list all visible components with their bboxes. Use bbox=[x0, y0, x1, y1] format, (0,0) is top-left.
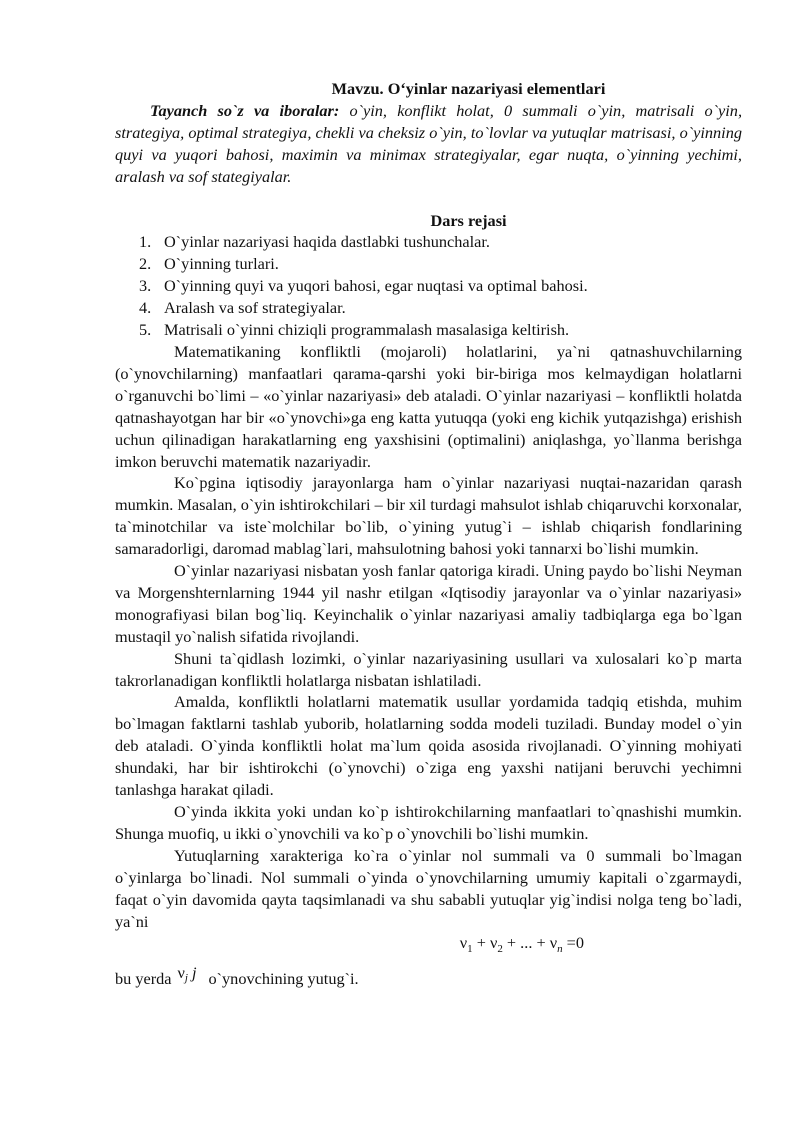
formula-symbol: ν bbox=[489, 933, 498, 953]
formula-dots: ... bbox=[520, 933, 533, 953]
keywords-paragraph bbox=[115, 100, 742, 188]
formula-symbol: ν bbox=[459, 933, 468, 953]
definition-symbol-letter: ν bbox=[177, 963, 185, 983]
formula-subscript: 2 bbox=[497, 943, 503, 956]
definition-symbol-subscript: j bbox=[184, 972, 188, 985]
plan-item-text: O`yinning quyi va yuqori bahosi, egar nuqtasi va optimal bahosi. bbox=[164, 276, 588, 296]
definition-variable: j bbox=[191, 963, 197, 983]
formula-operator: + bbox=[502, 933, 521, 953]
formula-equals: =0 bbox=[562, 933, 584, 953]
page-title: Mavzu. O‘yinlar nazariyasi elementlari bbox=[331, 79, 606, 98]
plan-item bbox=[115, 297, 742, 319]
body-paragraph: Ko`pgina iqtisodiy jarayonlarga ham o`yinlar nazariyasi nuqtai-nazaridan qarash mumkin. Masalan, o`yin ishtirokchilari – bir xil turdagi mahsulot ishlab chiqaruvchi korxonalar, ta`minotchilar va iste`molchilar bo`lib, o`yining yutug`i – ishlab chiqarish fondlarining samaradorligi, daromad mablag`lari, mahsulotning bahosi yoki tannarxi bo`lishi mumkin. bbox=[115, 473, 742, 559]
plan-item bbox=[115, 253, 742, 275]
body-paragraph: Amalda, konfliktli holatlarni matematik usullar yordamida tadqiq etishda, muhim bo`lmagan faktlarni tashlab yuborib, holatlarning sodda modeli tuziladi. Bunday model o`yin deb ataladi. O`yinda konfliktli holat ma`lum qoida asosida rivojlanadi. O`yinning mohiyati shundaki, har bir ishtirokchi (o`ynovchi) o`ziga eng yaxshi natijani beruvchi yechimni tanlashga harakat qiladi. bbox=[115, 692, 742, 800]
sum-formula bbox=[115, 932, 742, 954]
plan-item-text: O`yinning turlari. bbox=[164, 254, 279, 274]
plan-item bbox=[115, 275, 742, 297]
body-paragraph: O`yinda ikkita yoki undan ko`p ishtirokchilarning manfaatlari to`qnashishi mumkin. Shunga muofiq, u ikki o`ynovchili va ko`p o`ynovchili bo`lishi mumkin. bbox=[115, 802, 742, 843]
formula-operator: + bbox=[472, 933, 490, 953]
formula-symbol: ν bbox=[549, 933, 558, 953]
plan-item-number: 5. bbox=[139, 320, 152, 340]
keywords-label: Tayanch so`z va iboralar: bbox=[150, 100, 340, 120]
plan-item bbox=[115, 319, 742, 341]
body-paragraph: Shuni ta`qidlash lozimki, o`yinlar nazariyasining usullari va xulosalari ko`p marta takrorlanadigan konfliktli holatlarga nisbatan ishlatiladi. bbox=[115, 648, 742, 690]
formula-operator: + bbox=[532, 933, 550, 953]
plan-item-text: O`yinlar nazariyasi haqida dastlabki tushunchalar. bbox=[164, 232, 490, 252]
definition-symbol bbox=[178, 962, 188, 990]
plan-list bbox=[115, 231, 742, 341]
body-paragraph: Yutuqlarning xarakteriga ko`ra o`yinlar nol summali va 0 summali bo`lmagan o`yinlarga bo`linadi. Nol summali o`yinda o`ynovchilarning umumiy kapitali o`zgarmaydi, faqat o`yin davomida qayta taqsimlanadi va shu sababli yutuqlar yig`indisi nolga teng bo`ladi, ya`ni bbox=[115, 845, 742, 931]
plan-item bbox=[115, 231, 742, 253]
plan-item-text: Matrisali o`yinni chiziqli programmalash masalasiga keltirish. bbox=[164, 320, 570, 340]
body-paragraph: O`yinlar nazariyasi nisbatan yosh fanlar qatoriga kiradi. Uning paydo bo`lishi Neyman va Morgenshternlarning 1944 yil nashr etilgan «Iqtisodiy jarayonlar va o`yinlar nazariyasi» monografiyasi bilan bog`liq. Keyinchalik o`yinlar nazariyasi amaliy tadbiqlarga ega bo`lgan mustaqil yo`nalish sifatida rivojlandi. bbox=[115, 561, 742, 646]
definition-prefix: bu yerda bbox=[115, 969, 172, 989]
formula-subscript: n bbox=[557, 943, 563, 956]
plan-item-number: 2. bbox=[139, 254, 152, 274]
plan-item-number: 3. bbox=[139, 276, 152, 296]
plan-title: Dars rejasi bbox=[430, 210, 507, 230]
document-page bbox=[115, 78, 742, 996]
definition-line bbox=[115, 963, 742, 996]
plan-item-text: Aralash va sof strategiyalar. bbox=[164, 298, 346, 318]
body-paragraph: Matematikaning konfliktli (mojaroli) holatlarini, ya`ni qatnashuvchilarning (o`ynovchilarning) manfaatlari qarama-qarshi yoki bir-biriga mos kelmaydigan holatlarni o`rganuvchi bo`limi – «o`yinlar nazariyasi» deb ataladi. O`yinlar nazariyasi – konfliktli holatda qatnashayotgan har bir «o`ynovchi»ga eng katta yutuqqa (yoki eng kichik yutqazishga) erishish uchun qilinadigan harakatlarning eng yaxshisini (optimalini) aniqlashga, yo`llanma berishga imkon beruvchi matematik nazariyadir. bbox=[115, 341, 742, 471]
keywords-text: o`yin, konflikt holat, 0 summali o`yin, matrisali o`yin, strategiya, optimal strategiya, chekli va cheksiz o`yin, to`lovlar va yutuqlar matrisasi, o`yinning quyi va yuqori bahosi, maximin va minimax strategiyalar, egar nuqta, o`yinning yechimi, aralash va sof stategiyalar. bbox=[115, 100, 743, 186]
plan-item-number: 1. bbox=[139, 232, 152, 252]
plan-item-number: 4. bbox=[139, 298, 152, 318]
definition-suffix: o`ynovchining yutug`i. bbox=[208, 969, 359, 989]
formula-subscript: 1 bbox=[467, 943, 473, 956]
